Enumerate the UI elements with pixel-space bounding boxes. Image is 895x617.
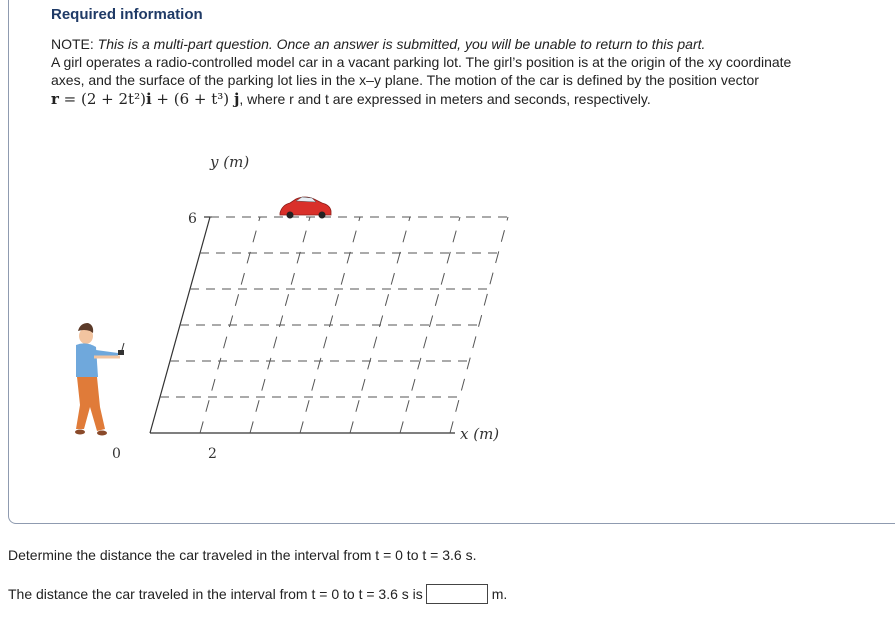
y-tick-label-6: 6 [188, 211, 197, 227]
position-vector-equation: r = (2 + 2t²)i + (6 + t³) j [51, 90, 240, 108]
parking-lot-figure [50, 145, 520, 465]
answer-label: The distance the car traveled in the interval from t = 0 to t = 3.6 s is [8, 586, 423, 602]
note-text: This is a multi-part question. Once an answer is submitted, you will be unable to return to this part. [97, 36, 706, 52]
problem-line-3 [51, 90, 651, 108]
horizontal-grid-lines [160, 217, 508, 397]
model-car-icon [280, 197, 331, 219]
note-line [51, 35, 705, 53]
answer-unit: m. [491, 586, 508, 602]
section-title: Required information [51, 6, 203, 23]
problem-line-3-tail: , where r and t are expressed in meters and seconds, respectively. [239, 91, 651, 107]
girl-figure-icon [75, 323, 124, 436]
y-axis-label: y (m) [210, 153, 250, 171]
note-label: NOTE: [51, 36, 94, 52]
x-tick-label-0: 0 [112, 446, 121, 462]
x-tick-label-2: 2 [208, 446, 217, 462]
problem-line-1: A girl operates a radio-controlled model car in a vacant parking lot. The girl’s position is at the origin of the xy coordinate [51, 54, 792, 70]
question-prompt: Determine the distance the car traveled in the interval from t = 0 to t = 3.6 s. [8, 547, 477, 563]
distance-answer-input[interactable] [426, 584, 488, 604]
problem-line-2: axes, and the surface of the parking lot lies in the x–y plane. The motion of the car is defined by the position vector [51, 72, 759, 88]
x-axis-label: x (m) [460, 425, 500, 443]
answer-row [8, 584, 507, 604]
